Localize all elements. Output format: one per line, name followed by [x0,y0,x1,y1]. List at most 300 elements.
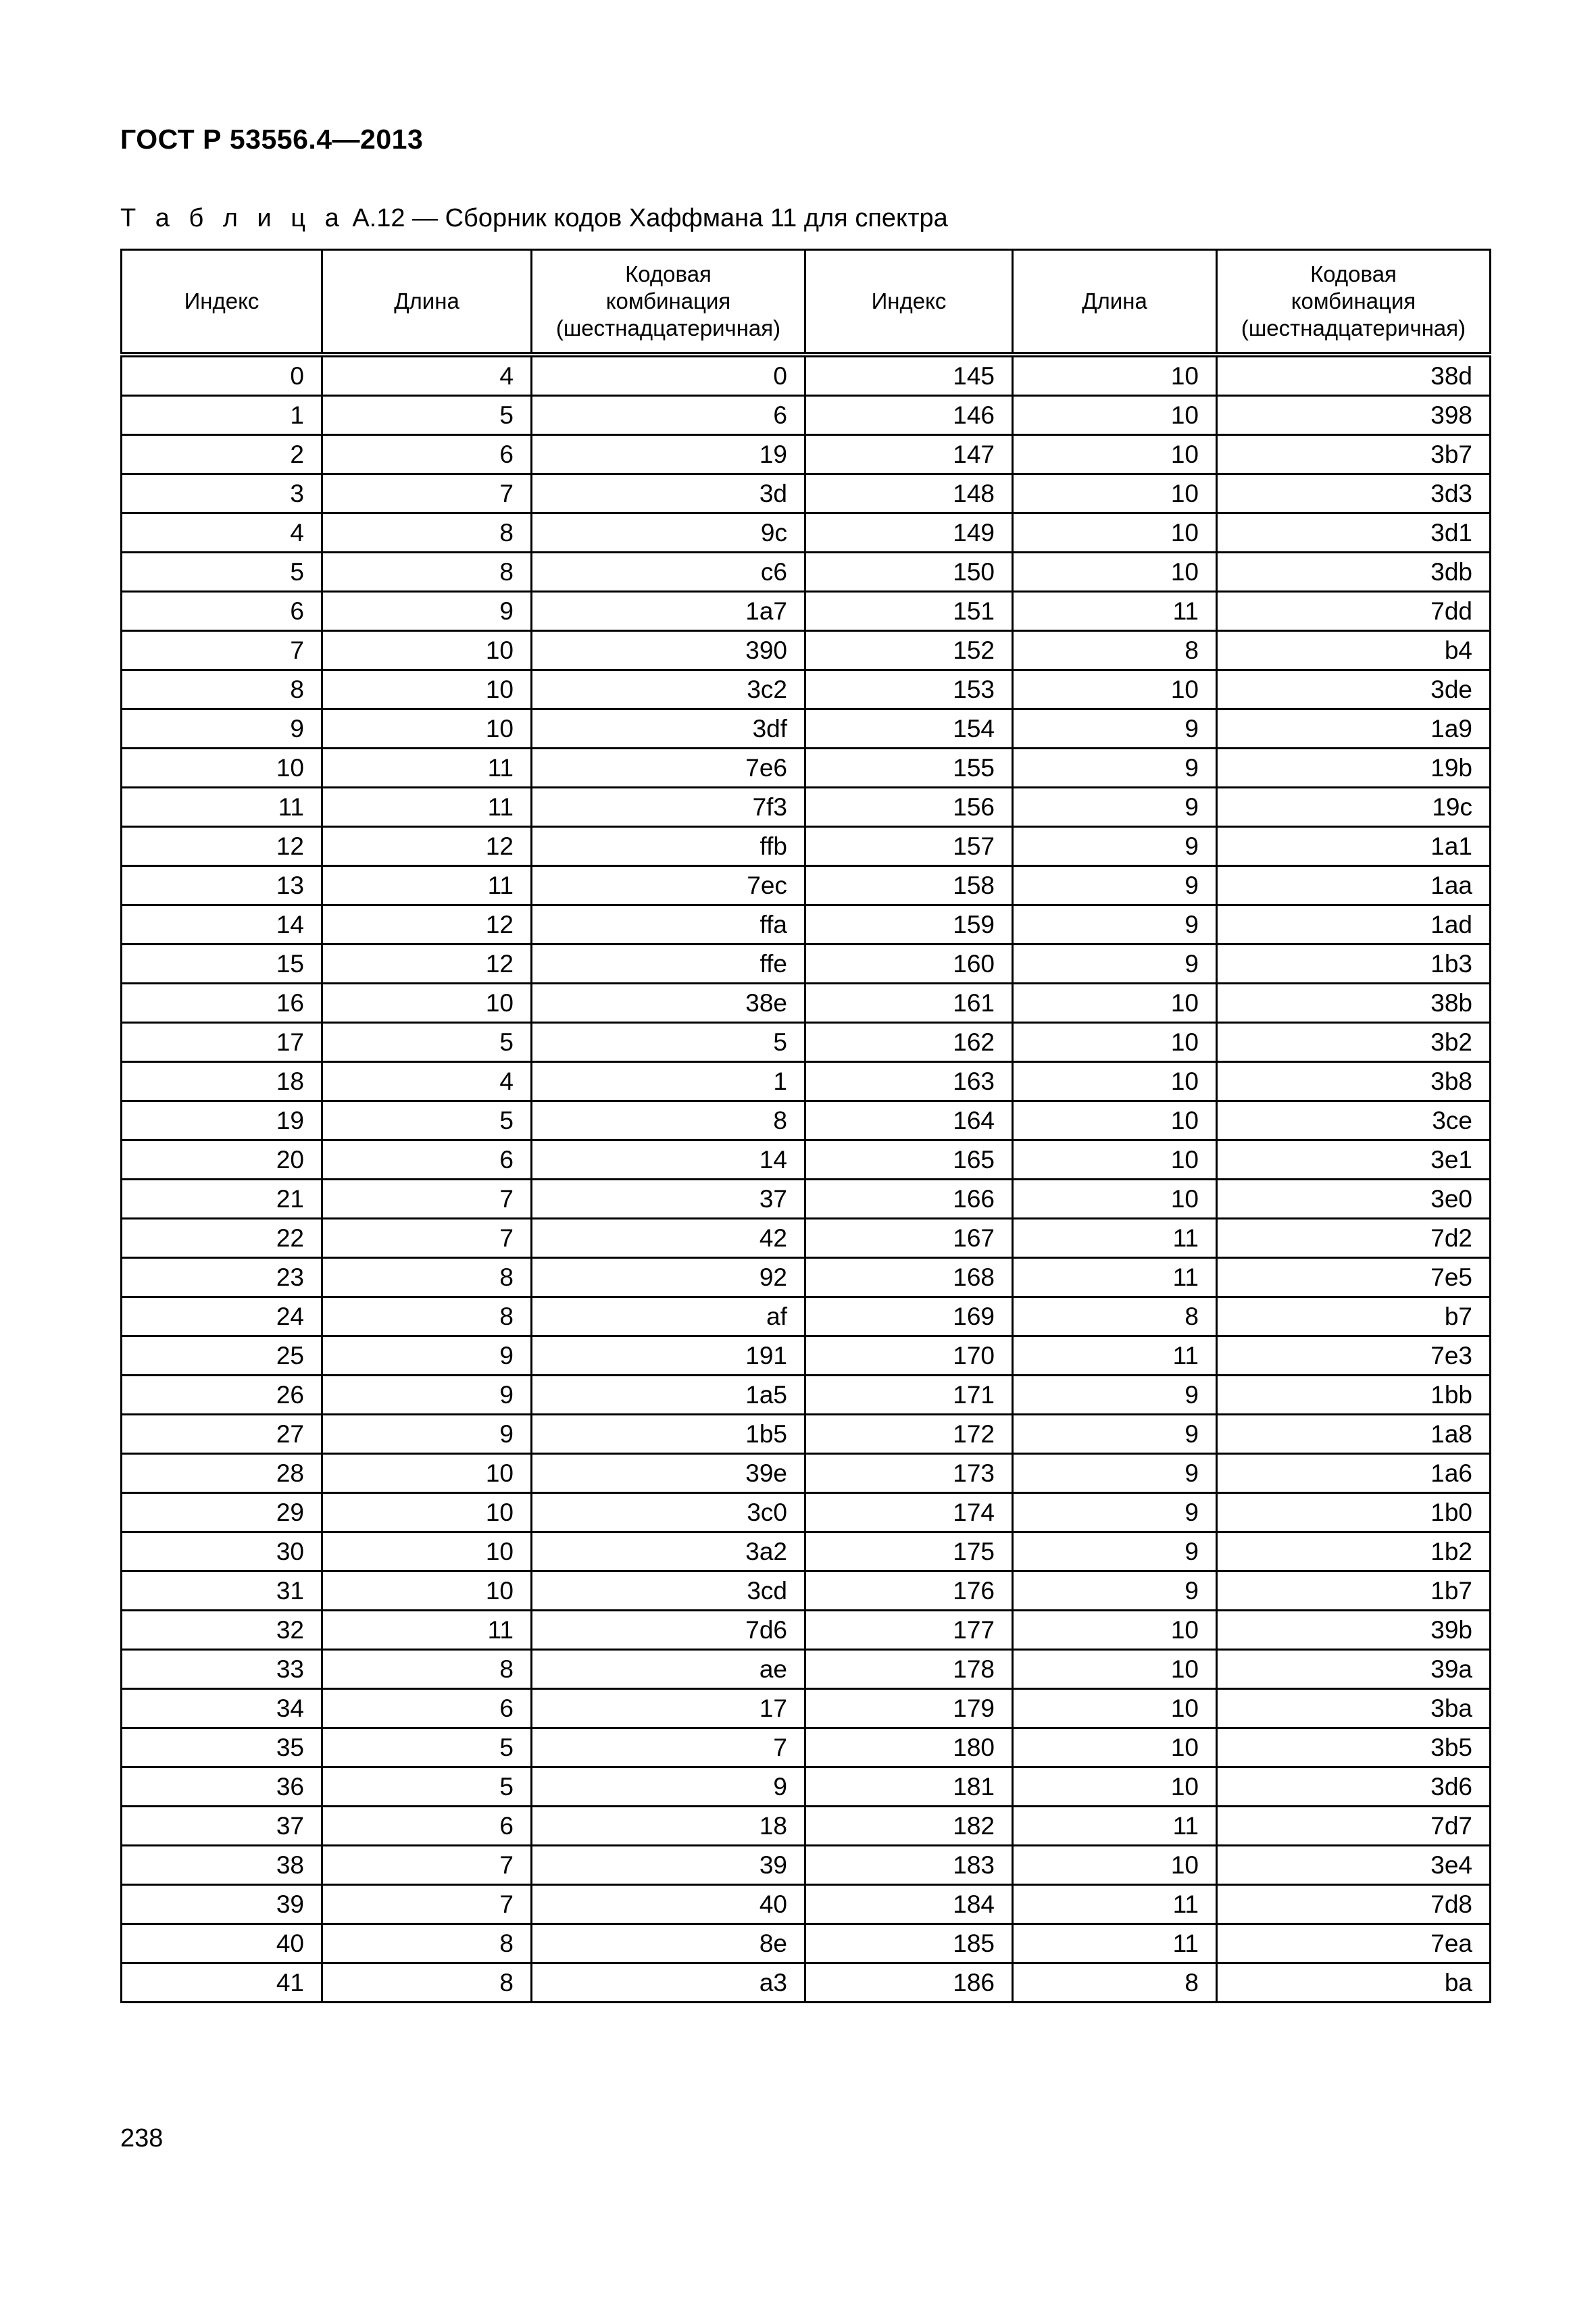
cell-index: 153 [805,670,1013,709]
cell-index: 37 [122,1807,322,1846]
cell-index: 9 [122,709,322,749]
cell-length: 9 [1013,1493,1217,1532]
cell-code: 6 [532,396,805,435]
cell-index: 186 [805,1963,1013,2003]
cell-index: 166 [805,1180,1013,1219]
table-row [122,1297,1491,1336]
table-row [122,1336,1491,1376]
cell-code: 1b3 [1217,945,1491,984]
cell-index: 169 [805,1297,1013,1336]
table-row [122,1611,1491,1650]
table-row [122,435,1491,474]
cell-length: 9 [1013,749,1217,788]
cell-code: 1aa [1217,866,1491,905]
cell-index: 162 [805,1023,1013,1062]
cell-length: 9 [1013,1376,1217,1415]
cell-code: 5 [532,1023,805,1062]
table-row [122,1532,1491,1571]
cell-length: 9 [1013,866,1217,905]
cell-index: 14 [122,905,322,945]
table-row [122,1219,1491,1258]
table-row [122,788,1491,827]
cell-code: 39e [532,1454,805,1493]
table-caption [120,204,948,233]
cell-index: 170 [805,1336,1013,1376]
cell-index: 164 [805,1101,1013,1140]
cell-code: 1b5 [532,1415,805,1454]
cell-code: 42 [532,1219,805,1258]
table-row [122,1807,1491,1846]
cell-index: 159 [805,905,1013,945]
cell-index: 178 [805,1650,1013,1689]
cell-code: 92 [532,1258,805,1297]
cell-code: 1a1 [1217,827,1491,866]
cell-index: 147 [805,435,1013,474]
cell-length: 11 [1013,1258,1217,1297]
cell-length: 10 [1013,670,1217,709]
cell-code: 7e6 [532,749,805,788]
table-row [122,866,1491,905]
cell-length: 9 [322,1336,532,1376]
cell-length: 9 [1013,709,1217,749]
cell-code: 3c0 [532,1493,805,1532]
cell-code: 7f3 [532,788,805,827]
cell-index: 5 [122,553,322,592]
cell-length: 11 [1013,1885,1217,1924]
table-row [122,1180,1491,1219]
cell-length: 12 [322,827,532,866]
cell-code: 1b7 [1217,1571,1491,1611]
cell-code: 3d [532,474,805,513]
cell-code: 390 [532,631,805,670]
cell-length: 10 [1013,1062,1217,1101]
cell-length: 8 [322,1650,532,1689]
table-row [122,1963,1491,2003]
cell-code: 1a5 [532,1376,805,1415]
cell-index: 25 [122,1336,322,1376]
cell-length: 9 [1013,1454,1217,1493]
cell-code: 1ad [1217,905,1491,945]
cell-code: 3ce [1217,1101,1491,1140]
cell-index: 158 [805,866,1013,905]
cell-index: 155 [805,749,1013,788]
header-line: Длина [394,288,459,313]
cell-length: 8 [1013,631,1217,670]
cell-index: 10 [122,749,322,788]
cell-code: 3d6 [1217,1767,1491,1807]
cell-length: 10 [1013,1023,1217,1062]
cell-length: 7 [322,1885,532,1924]
header-code-left [532,250,805,355]
cell-index: 150 [805,553,1013,592]
cell-code: 7e5 [1217,1258,1491,1297]
cell-length: 8 [1013,1963,1217,2003]
cell-length: 9 [1013,905,1217,945]
cell-length: 10 [322,1532,532,1571]
cell-length: 11 [322,1611,532,1650]
cell-code: a3 [532,1963,805,2003]
cell-length: 6 [322,1689,532,1728]
cell-length: 10 [322,1493,532,1532]
cell-code: 17 [532,1689,805,1728]
cell-index: 185 [805,1924,1013,1963]
cell-index: 27 [122,1415,322,1454]
cell-index: 21 [122,1180,322,1219]
cell-length: 8 [322,1297,532,1336]
cell-length: 8 [1013,1297,1217,1336]
cell-index: 41 [122,1963,322,2003]
table-row [122,1767,1491,1807]
cell-index: 26 [122,1376,322,1415]
cell-code: 7e3 [1217,1336,1491,1376]
table-row [122,474,1491,513]
cell-code: 40 [532,1885,805,1924]
table-caption-text: А.12 — Сборник кодов Хаффмана 11 для спектра [352,204,948,232]
cell-code: 3a2 [532,1532,805,1571]
cell-length: 10 [1013,435,1217,474]
cell-index: 22 [122,1219,322,1258]
cell-index: 152 [805,631,1013,670]
cell-code: b7 [1217,1297,1491,1336]
table-row [122,396,1491,435]
cell-length: 10 [1013,396,1217,435]
cell-code: ffb [532,827,805,866]
cell-code: ffa [532,905,805,945]
table-row [122,984,1491,1023]
cell-code: 7d6 [532,1611,805,1650]
cell-code: 18 [532,1807,805,1846]
table-row [122,1689,1491,1728]
cell-length: 10 [1013,355,1217,396]
cell-code: ffe [532,945,805,984]
cell-length: 11 [1013,1924,1217,1963]
cell-length: 10 [1013,1180,1217,1219]
header-line: Кодовая [625,261,712,286]
cell-index: 177 [805,1611,1013,1650]
cell-index: 156 [805,788,1013,827]
cell-index: 28 [122,1454,322,1493]
cell-code: 19c [1217,788,1491,827]
cell-code: 1a8 [1217,1415,1491,1454]
table-row [122,1376,1491,1415]
cell-length: 11 [1013,1336,1217,1376]
cell-code: c6 [532,553,805,592]
cell-index: 161 [805,984,1013,1023]
cell-code: 8e [532,1924,805,1963]
table-row [122,1454,1491,1493]
cell-index: 175 [805,1532,1013,1571]
header-length-right [1013,250,1217,355]
cell-code: 1bb [1217,1376,1491,1415]
cell-index: 6 [122,592,322,631]
cell-index: 163 [805,1062,1013,1101]
header-line: Индекс [871,288,947,313]
cell-code: 3b2 [1217,1023,1491,1062]
cell-code: 39b [1217,1611,1491,1650]
cell-length: 4 [322,355,532,396]
cell-code: 1b0 [1217,1493,1491,1532]
header-code-right [1217,250,1491,355]
cell-length: 5 [322,1728,532,1767]
table-row [122,1140,1491,1180]
cell-length: 8 [322,513,532,553]
cell-length: 6 [322,1140,532,1180]
cell-index: 168 [805,1258,1013,1297]
cell-length: 5 [322,1023,532,1062]
cell-code: 3e0 [1217,1180,1491,1219]
cell-index: 160 [805,945,1013,984]
cell-length: 11 [322,788,532,827]
header-line: (шестнадцатеричная) [1241,316,1466,341]
cell-code: 1b2 [1217,1532,1491,1571]
cell-index: 33 [122,1650,322,1689]
cell-index: 171 [805,1376,1013,1415]
header-line: комбинация [1291,288,1416,313]
cell-code: 3c2 [532,670,805,709]
table-row [122,709,1491,749]
cell-index: 1 [122,396,322,435]
cell-index: 149 [805,513,1013,553]
table-row [122,553,1491,592]
header-index-left [122,250,322,355]
cell-length: 10 [1013,1140,1217,1180]
cell-code: b4 [1217,631,1491,670]
cell-length: 10 [1013,1689,1217,1728]
table-row [122,1023,1491,1062]
cell-code: ba [1217,1963,1491,2003]
table-row [122,1258,1491,1297]
table-row [122,827,1491,866]
cell-index: 11 [122,788,322,827]
cell-code: 3ba [1217,1689,1491,1728]
cell-index: 145 [805,355,1013,396]
cell-code: 3b7 [1217,435,1491,474]
table-header-row [122,250,1491,355]
cell-index: 179 [805,1689,1013,1728]
cell-length: 6 [322,1807,532,1846]
cell-length: 11 [322,749,532,788]
cell-code: 3e4 [1217,1846,1491,1885]
cell-length: 10 [1013,1101,1217,1140]
table-row [122,631,1491,670]
cell-length: 7 [322,1219,532,1258]
table-row [122,1571,1491,1611]
cell-index: 40 [122,1924,322,1963]
cell-index: 3 [122,474,322,513]
cell-length: 9 [1013,945,1217,984]
cell-code: 38b [1217,984,1491,1023]
table-row [122,1101,1491,1140]
cell-length: 5 [322,1767,532,1807]
cell-index: 39 [122,1885,322,1924]
cell-index: 4 [122,513,322,553]
cell-index: 182 [805,1807,1013,1846]
cell-index: 13 [122,866,322,905]
cell-code: 9 [532,1767,805,1807]
table-row [122,1415,1491,1454]
cell-code: 1 [532,1062,805,1101]
cell-length: 8 [322,553,532,592]
table-row [122,1728,1491,1767]
cell-index: 16 [122,984,322,1023]
cell-index: 183 [805,1846,1013,1885]
cell-code: 7ec [532,866,805,905]
cell-length: 10 [322,1571,532,1611]
cell-index: 20 [122,1140,322,1180]
table-row [122,592,1491,631]
cell-length: 9 [1013,1415,1217,1454]
table-row [122,945,1491,984]
cell-length: 10 [1013,1728,1217,1767]
table-row [122,1062,1491,1101]
cell-index: 157 [805,827,1013,866]
cell-index: 18 [122,1062,322,1101]
table-row [122,749,1491,788]
cell-index: 23 [122,1258,322,1297]
cell-length: 10 [1013,1611,1217,1650]
cell-code: 7d7 [1217,1807,1491,1846]
cell-length: 7 [322,474,532,513]
table-row [122,1924,1491,1963]
cell-code: 3b5 [1217,1728,1491,1767]
cell-length: 8 [322,1963,532,2003]
cell-index: 15 [122,945,322,984]
cell-code: 37 [532,1180,805,1219]
huffman-codebook-table [120,249,1491,2003]
cell-length: 10 [322,1454,532,1493]
table-row [122,1650,1491,1689]
cell-code: 7d8 [1217,1885,1491,1924]
header-line: Длина [1082,288,1147,313]
cell-code: 8 [532,1101,805,1140]
cell-length: 10 [1013,474,1217,513]
cell-length: 12 [322,905,532,945]
cell-length: 9 [1013,1571,1217,1611]
cell-index: 31 [122,1571,322,1611]
header-length-left [322,250,532,355]
cell-code: 14 [532,1140,805,1180]
cell-length: 9 [1013,1532,1217,1571]
cell-length: 10 [322,631,532,670]
cell-index: 173 [805,1454,1013,1493]
cell-index: 12 [122,827,322,866]
cell-code: 1a9 [1217,709,1491,749]
table-row [122,1493,1491,1532]
cell-code: 39a [1217,1650,1491,1689]
cell-index: 165 [805,1140,1013,1180]
table-caption-label: Т а б л и ц а [120,204,345,232]
cell-code: 7d2 [1217,1219,1491,1258]
table-row [122,670,1491,709]
cell-length: 11 [322,866,532,905]
cell-code: ae [532,1650,805,1689]
cell-code: 38e [532,984,805,1023]
cell-index: 8 [122,670,322,709]
cell-length: 10 [322,984,532,1023]
cell-code: 1a7 [532,592,805,631]
cell-index: 174 [805,1493,1013,1532]
cell-length: 7 [322,1180,532,1219]
cell-length: 8 [322,1258,532,1297]
table-body [122,355,1491,2003]
cell-code: 0 [532,355,805,396]
cell-index: 30 [122,1532,322,1571]
document-header: ГОСТ Р 53556.4—2013 [120,124,424,155]
cell-length: 5 [322,396,532,435]
table-row [122,513,1491,553]
cell-length: 10 [1013,553,1217,592]
cell-code: 1a6 [1217,1454,1491,1493]
cell-index: 184 [805,1885,1013,1924]
cell-index: 24 [122,1297,322,1336]
cell-index: 154 [805,709,1013,749]
cell-code: 398 [1217,396,1491,435]
table-row [122,905,1491,945]
cell-code: 38d [1217,355,1491,396]
cell-code: 9c [532,513,805,553]
cell-index: 38 [122,1846,322,1885]
cell-code: 19b [1217,749,1491,788]
cell-length: 9 [322,1376,532,1415]
cell-index: 172 [805,1415,1013,1454]
header-index-right [805,250,1013,355]
cell-index: 34 [122,1689,322,1728]
cell-index: 167 [805,1219,1013,1258]
cell-index: 35 [122,1728,322,1767]
cell-index: 29 [122,1493,322,1532]
header-line: Индекс [184,288,259,313]
cell-code: 7 [532,1728,805,1767]
cell-length: 5 [322,1101,532,1140]
table-row [122,1846,1491,1885]
page-number: 238 [120,2124,164,2153]
cell-code: af [532,1297,805,1336]
cell-length: 7 [322,1846,532,1885]
cell-index: 17 [122,1023,322,1062]
cell-code: 3e1 [1217,1140,1491,1180]
cell-length: 10 [1013,1650,1217,1689]
cell-index: 151 [805,592,1013,631]
cell-index: 146 [805,396,1013,435]
cell-length: 8 [322,1924,532,1963]
cell-length: 9 [322,592,532,631]
table-row [122,1885,1491,1924]
cell-length: 6 [322,435,532,474]
cell-code: 3de [1217,670,1491,709]
cell-index: 7 [122,631,322,670]
cell-length: 9 [1013,788,1217,827]
cell-length: 10 [1013,513,1217,553]
cell-length: 11 [1013,1219,1217,1258]
cell-index: 2 [122,435,322,474]
cell-index: 32 [122,1611,322,1650]
cell-index: 148 [805,474,1013,513]
cell-index: 180 [805,1728,1013,1767]
cell-length: 10 [1013,984,1217,1023]
cell-length: 10 [322,670,532,709]
cell-code: 39 [532,1846,805,1885]
cell-index: 0 [122,355,322,396]
header-line: комбинация [605,288,731,313]
cell-index: 181 [805,1767,1013,1807]
cell-length: 10 [1013,1767,1217,1807]
cell-index: 36 [122,1767,322,1807]
cell-length: 9 [322,1415,532,1454]
cell-length: 10 [322,709,532,749]
cell-length: 12 [322,945,532,984]
cell-length: 4 [322,1062,532,1101]
cell-code: 3b8 [1217,1062,1491,1101]
